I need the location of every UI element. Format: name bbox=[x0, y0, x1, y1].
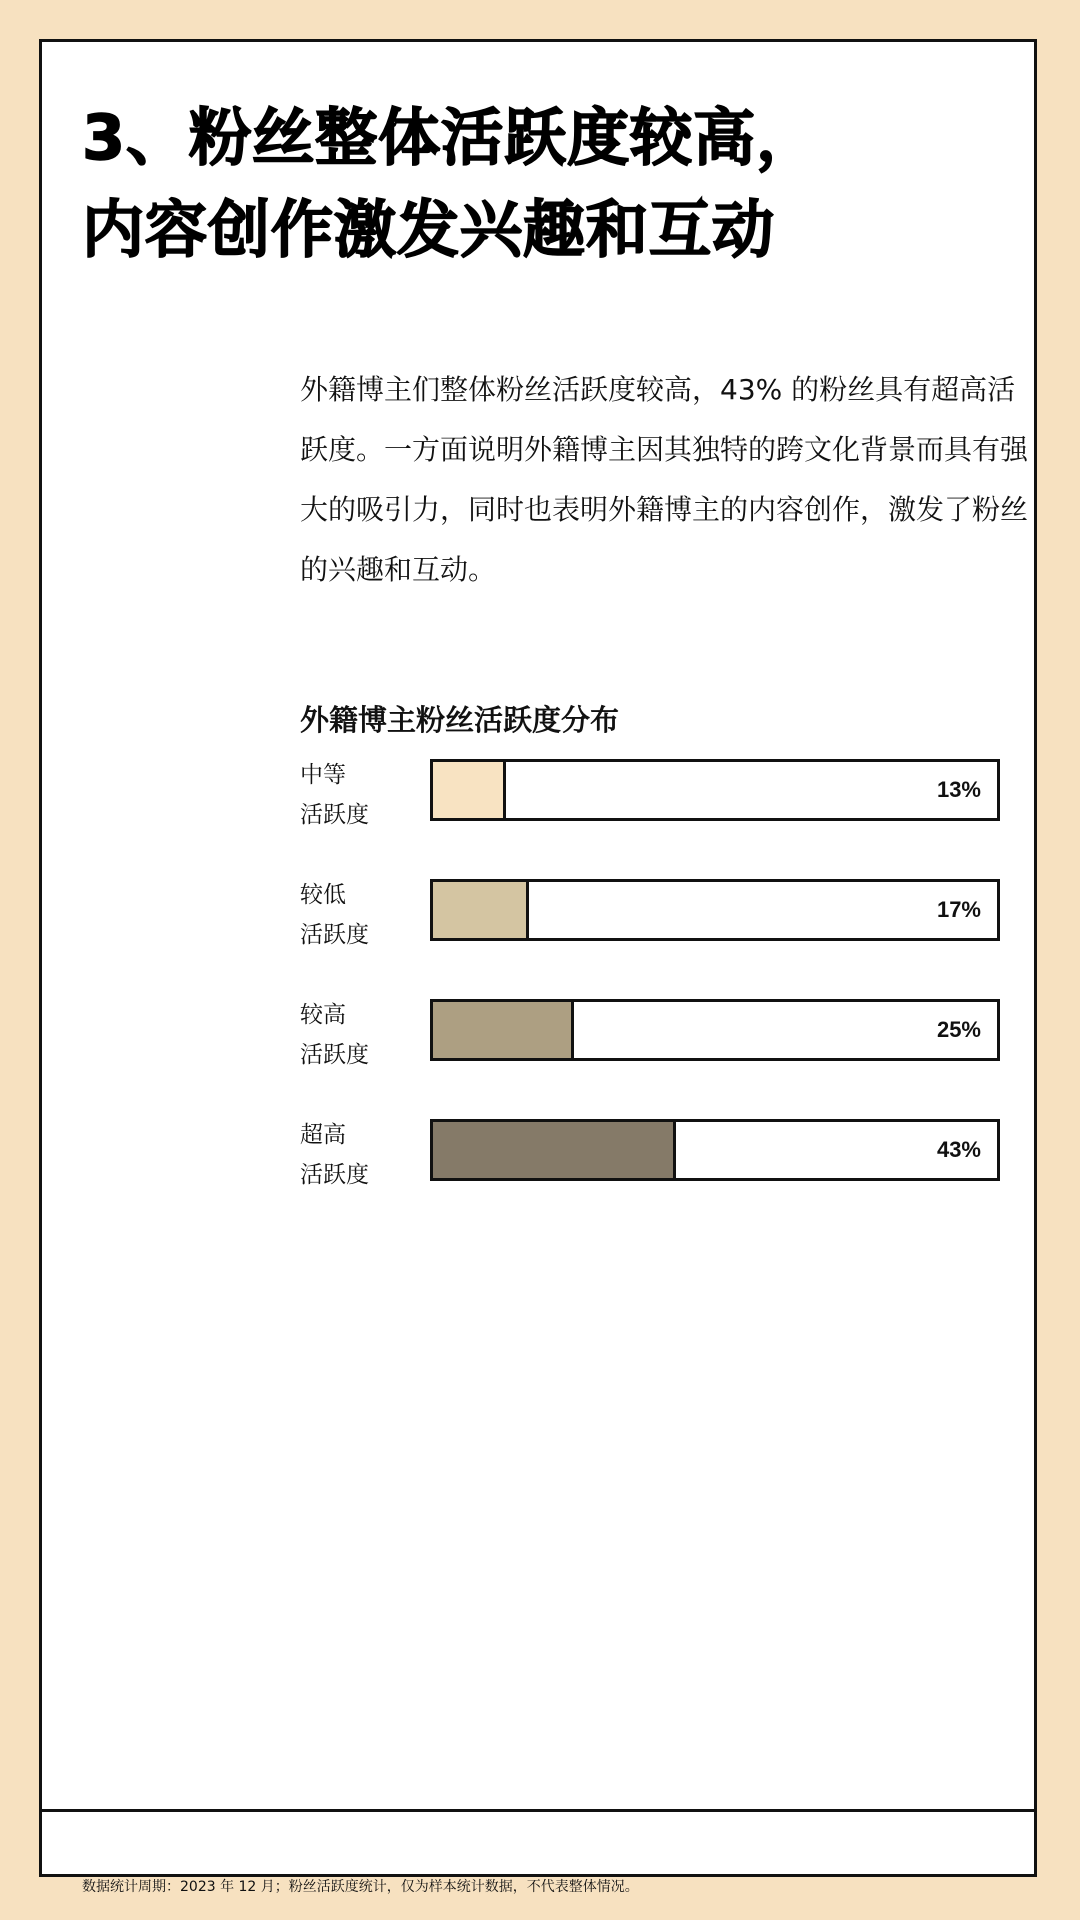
bar bbox=[433, 762, 506, 818]
category-label-line: 活跃度 bbox=[300, 1042, 369, 1068]
category-label bbox=[300, 995, 369, 1075]
bar-value-label: 17% bbox=[936, 897, 981, 922]
category-label-line: 较高 bbox=[300, 1002, 346, 1028]
bar-track bbox=[430, 759, 1000, 821]
bar-value-label: 25% bbox=[936, 1017, 981, 1042]
bar-track bbox=[430, 999, 1000, 1061]
bar bbox=[433, 882, 529, 938]
footer-divider bbox=[42, 1809, 1034, 1812]
bar-value-label: 43% bbox=[936, 1137, 981, 1162]
chart-row bbox=[300, 1119, 1040, 1189]
chart-row bbox=[300, 759, 1040, 829]
category-label-line: 活跃度 bbox=[300, 1162, 369, 1188]
chart-row bbox=[300, 879, 1040, 949]
category-label bbox=[300, 755, 369, 835]
activity-bar-chart bbox=[300, 42, 1040, 1342]
content-card bbox=[39, 39, 1037, 1895]
category-label bbox=[300, 875, 369, 955]
category-label-line: 活跃度 bbox=[300, 802, 369, 828]
bar bbox=[433, 1002, 574, 1058]
category-label bbox=[300, 1115, 369, 1195]
footnote: 数据统计周期：2023 年 12 月；粉丝活跃度统计，仅为样本统计数据，不代表整体情况。 bbox=[82, 1879, 639, 1895]
chart-row bbox=[300, 999, 1040, 1069]
category-label-line: 超高 bbox=[300, 1122, 346, 1148]
bar-value-label: 13% bbox=[936, 777, 981, 802]
page-title-line-2: 内容创作激发兴趣和互动 bbox=[82, 193, 776, 266]
category-label-line: 中等 bbox=[300, 762, 346, 788]
page-title-line-1: 3、粉丝整体活跃度较高， bbox=[82, 101, 820, 174]
bar-track bbox=[430, 879, 1000, 941]
category-label-line: 较低 bbox=[300, 882, 346, 908]
description-paragraph: 外籍博主们整体粉丝活跃度较高，43% 的粉丝具有超高活跃度。一方面说明外籍博主因其独特的跨文化背景而具有强大的吸引力，同时也表明外籍博主的内容创作，激发了粉丝的兴趣和互动。 bbox=[300, 373, 1029, 586]
chart-title: 外籍博主粉丝活跃度分布 bbox=[300, 703, 620, 737]
category-label-line: 活跃度 bbox=[300, 922, 369, 948]
bar-track bbox=[430, 1119, 1000, 1181]
bar bbox=[433, 1122, 676, 1178]
